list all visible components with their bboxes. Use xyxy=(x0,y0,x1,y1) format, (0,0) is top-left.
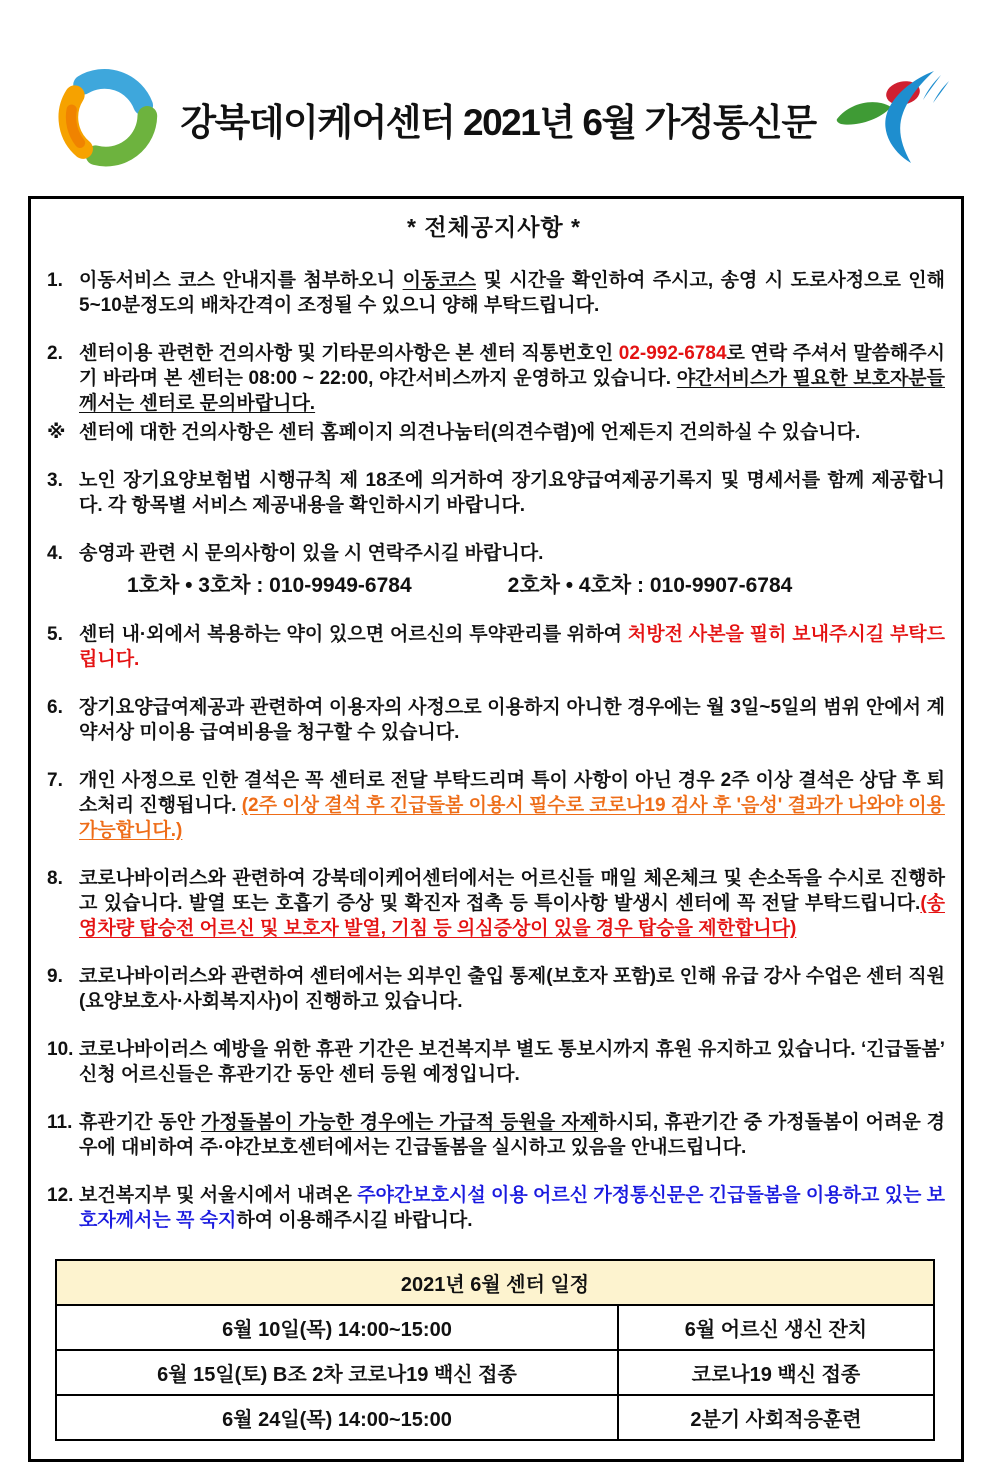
contact-phone: 1호차 • 3호차 : 010-9949-6784 xyxy=(127,574,412,597)
notice-item xyxy=(43,341,945,416)
text-segment: 이동코스 xyxy=(402,270,477,291)
text-segment: 센터이용 관련한 건의사항 및 기타문의사항은 본 센터 직통번호인 xyxy=(79,343,619,364)
notice-item-text xyxy=(79,866,945,941)
schedule-table-title: 2021년 6월 센터 일정 xyxy=(56,1260,934,1305)
text-segment: 이동서비스 코스 안내지를 첨부하오니 xyxy=(79,270,403,291)
schedule-date: 6월 24일(목) 14:00~15:00 xyxy=(56,1395,618,1440)
notice-item xyxy=(43,268,945,318)
seoul-logo-blue-river xyxy=(885,71,934,163)
notice-item-number: 10. xyxy=(47,1039,74,1060)
schedule-row xyxy=(56,1305,934,1350)
text-segment: 하시되, 휴관기간 중 가정돌봄이 어려운 경우에 대비하여 주·야간보호센터에서는 긴급돌봄을 실시하고 있음을 안내드립니다. xyxy=(79,1112,945,1158)
text-segment: 야간서비스가 필요한 보호자분들께서는 센터로 문의바랍니다. xyxy=(79,368,946,414)
notice-item xyxy=(43,768,945,843)
notice-item-number: 4. xyxy=(47,543,63,564)
text-segment: 코로나바이러스와 관련하여 강북데이케어센터에서는 어르신들 매일 체온체크 및 손소독을 수시로 진행하고 있습니다. 발열 또는 호흡기 증상 및 확진자 접촉 등 특이사항 발생시 센터에 꼭 전달 부탁드립니다. xyxy=(79,868,945,914)
text-segment: 및 시간을 확인하여 주시고, 송영 시 도로사정으로 인해 5~10분정도의 배차간격이 조정될 수 있으니 양해 부탁드립니다. xyxy=(79,270,945,316)
notice-item-text xyxy=(79,468,945,518)
text-segment: 로 연락 주셔서 말씀해주시기 바라며 본 센터는 08:00 ~ 22:00, 야간서비스까지 운영하고 있습니다. xyxy=(79,343,945,389)
schedule-row xyxy=(56,1350,934,1395)
notice-item xyxy=(43,420,945,445)
seoul-logo-green-hill xyxy=(837,102,891,125)
text-segment: 장기요양급여제공과 관련하여 이용자의 사정으로 이용하지 아니한 경우에는 월 3일~5일의 범위 안에서 계약서상 미이용 급여비용을 청구할 수 있습니다. xyxy=(79,697,945,743)
notice-box-title: * 전체공지사항 * xyxy=(407,214,581,240)
text-segment: 보건복지부 및 서울시에서 내려온 xyxy=(79,1185,358,1206)
seoul-metropolitan-logo xyxy=(830,67,962,171)
text-segment: 하여 이용해주시길 바랍니다. xyxy=(236,1210,473,1231)
contact-phone-line xyxy=(79,572,945,599)
notice-item xyxy=(43,695,945,745)
page-title: 강북데이케어센터 2021년 6월 가정통신문 xyxy=(180,102,816,143)
notice-item-number: 5. xyxy=(47,624,63,645)
notice-item xyxy=(43,964,945,1014)
notice-item-text xyxy=(79,964,945,1014)
notice-item-text xyxy=(79,541,945,599)
header xyxy=(0,0,992,190)
contact-phone: 2호차 • 4호차 : 010-9907-6784 xyxy=(507,574,793,597)
notice-item-text xyxy=(79,768,945,843)
text-segment: 가정돌봄이 가능한 경우에는 가급적 등원을 자제 xyxy=(201,1112,598,1133)
notice-item-text xyxy=(79,420,945,445)
notice-item-text xyxy=(79,1037,945,1087)
notice-item-text xyxy=(79,1183,945,1233)
schedule-event: 6월 어르신 생신 잔치 xyxy=(618,1305,934,1350)
text-segment: 휴관기간 동안 xyxy=(79,1112,202,1133)
notice-item-text xyxy=(79,1110,945,1160)
text-segment: 주야간보호시설 이용 어르신 가정통신문은 긴급돌봄을 이용하고 있는 보호자께서는 꼭 숙지 xyxy=(79,1185,945,1231)
notice-item-text xyxy=(79,622,945,672)
notice-list xyxy=(43,268,945,1233)
notice-item-number: 2. xyxy=(47,343,63,364)
seoul-logo-blue-stroke-2 xyxy=(933,81,949,103)
schedule-date: 6월 10일(목) 14:00~15:00 xyxy=(56,1305,618,1350)
notice-item-number: 1. xyxy=(47,270,63,291)
notice-item-number: ※ xyxy=(47,422,66,443)
text-segment: (송영차량 탑승전 어르신 및 보호자 발열, 기침 등 의심증상이 있을 경우 탑승을 제한합니다) xyxy=(79,893,945,939)
notice-item-text xyxy=(79,268,945,318)
text-segment: 02-992-6784 xyxy=(618,343,727,364)
schedule-table xyxy=(55,1259,935,1441)
notice-item xyxy=(43,622,945,672)
notice-item xyxy=(43,1183,945,1233)
notice-item-text xyxy=(79,695,945,745)
schedule-event: 2분기 사회적응훈련 xyxy=(618,1395,934,1440)
notice-item-number: 9. xyxy=(47,966,63,987)
notice-item-number: 6. xyxy=(47,697,63,718)
text-segment: 처방전 사본을 필히 보내주시길 부탁드립니다. xyxy=(79,624,946,670)
notice-item xyxy=(43,866,945,941)
notice-box xyxy=(28,196,964,1462)
schedule-row xyxy=(56,1395,934,1440)
notice-item xyxy=(43,1037,945,1087)
text-segment: 센터 내·외에서 복용하는 약이 있으면 어르신의 투약관리를 위하여 xyxy=(79,624,628,645)
schedule-date: 6월 15일(토) B조 2차 코로나19 백신 접종 xyxy=(56,1350,618,1395)
notice-item-number: 8. xyxy=(47,868,63,889)
notice-item-number: 12. xyxy=(47,1185,74,1206)
notice-item xyxy=(43,1110,945,1160)
schedule-table-wrap xyxy=(55,1259,935,1441)
text-segment: 송영과 관련 시 문의사항이 있을 시 연락주시길 바랍니다. xyxy=(79,543,544,564)
text-segment: (2주 이상 결석 후 긴급돌봄 이용시 필수로 코로나19 검사 후 '음성' 결과가 나와야 이용 가능합니다.) xyxy=(79,795,945,841)
text-segment: 센터에 대한 건의사항은 센터 홈페이지 의견나눔터(의견수렴)에 언제든지 건의하실 수 있습니다. xyxy=(79,422,861,443)
schedule-event: 코로나19 백신 접종 xyxy=(618,1350,934,1395)
notice-item-text xyxy=(79,341,945,416)
text-segment: 코로나바이러스와 관련하여 센터에서는 외부인 출입 통제(보호자 포함)로 인해 유급 강사 수업은 센터 직원(요양보호사·사회복지사)이 진행하고 있습니다. xyxy=(79,966,945,1012)
notice-item-number: 3. xyxy=(47,470,63,491)
daycare-center-logo xyxy=(52,62,166,176)
notice-item xyxy=(43,468,945,518)
notice-item xyxy=(43,541,945,599)
text-segment: 코로나바이러스 예방을 위한 휴관 기간은 보건복지부 별도 통보시까지 휴원 유지하고 있습니다. ‘긴급돌봄’ 신청 어르신들은 휴관기간 동안 센터 등원 예정입니다. xyxy=(79,1039,945,1085)
text-segment: 노인 장기요양보험법 시행규칙 제 18조에 의거하여 장기요양급여제공기록지 및 명세서를 함께 제공합니다. 각 항목별 서비스 제공내용을 확인하시기 바랍니다. xyxy=(79,470,945,516)
notice-item-number: 7. xyxy=(47,770,63,791)
text-segment: 개인 사정으로 인한 결석은 꼭 센터로 전달 부탁드리며 특이 사항이 아닌 경우 2주 이상 결석은 상담 후 퇴소처리 진행됩니다. xyxy=(79,770,945,816)
notice-item-number: 11. xyxy=(47,1112,73,1133)
schedule-header-row xyxy=(56,1260,934,1305)
